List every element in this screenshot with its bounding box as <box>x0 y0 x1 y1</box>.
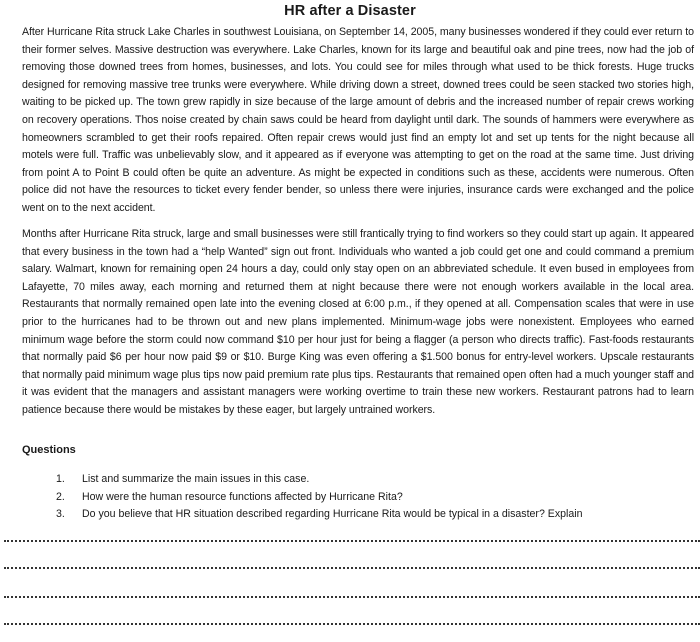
answer-line <box>4 567 700 569</box>
answer-line <box>4 596 700 598</box>
question-number: 3. <box>56 508 65 520</box>
question-number: 1. <box>56 473 65 485</box>
question-text: Do you believe that HR situation described regarding Hurricane Rita would be typical in a disaster? Explain <box>82 508 583 520</box>
question-text: How were the human resource functions affected by Hurricane Rita? <box>82 490 403 503</box>
case-paragraph-2: Months after Hurricane Rita struck, large and small businesses were still frantically trying to find workers so they could start up again. It appeared that every business in the town had a “help Wanted” sign out front. Individuals who wanted a job could get one and could command a premium salary. Walmart, known for remaining open 24 hours a day, could only stay open on an abbreviated schedule. It even bused in employees from Lafayette, 70 miles away, each morning and returned them at night because there were not enough workers available in the local area. Restaurants that normally remained open late into the evening closed at 6:00 p.m., if they opened at all. Compensation scales that were in use prior to the hurricanes had to be thrown out and new plans implemented. Minimum-wage jobs were nonexistent. Employees who earned minimum wage before the storm could now command $10 per hour just for being a flagger (a person who directs traffic). Fast-foods restaurants that normally paid $6 per hour now paid $9 or $10. Burge King was even offering a $1.500 bonus for entry-level workers. Upscale restaurants that normally paid minimum wage plus tips now paid premium rate plus tips. Restaurants that remained open often had a much younger staff and it was evident that the managers and assistant managers were working overtime to train these new workers. Restaurant patrons had to learn patience because there would be mistakes by these eager, but largely untrained workers. <box>22 228 694 416</box>
question-number: 2. <box>56 490 65 503</box>
question-text: List and summarize the main issues in this case. <box>82 473 310 485</box>
case-paragraph-1: After Hurricane Rita struck Lake Charles in southwest Louisiana, on September 14, 2005, many businesses wondered if they could ever return to their former selves. Massive destruction was everywhere. Lake Charles, known for its large and beautiful oak and pine trees, now had the job of removing those downed trees from homes, businesses, and lots. You could see for miles through what used to be thick forests. Huge trucks designed for removing massive tree trunks were everywhere. While driving down a street, downed trees could be seen stacked two stories high, waiting to be picked up. The town grew rapidly in size because of the large amount of debris and the increased number of repair crews working on recovery operations. Thos noise created by chain saws could be heard from daylight until dark. The sounds of hammers were everywhere as homeowners scrambled to get their roofs repaired. Often repair crews would just find an empty lot and set up tents for the night because all motels were full. Traffic was unbelievably slow, and it appeared as if everyone was attempting to get on the road at the same time. Just driving from point A to Point B could often be quite an adventure. As might be expected in conditions such as these, accidents were numerous. Often police did not have the resources to ticket every fender bender, so unless there were injuries, insurance cards were exchanged and the police went on to the next accident. <box>22 26 694 214</box>
question-item <box>56 471 583 489</box>
question-item <box>56 489 583 507</box>
questions-heading: Questions <box>22 444 76 456</box>
answer-line <box>4 540 700 542</box>
answer-line <box>4 623 700 625</box>
question-item <box>56 506 583 524</box>
questions-list <box>56 471 583 524</box>
page-title: HR after a Disaster <box>284 3 416 19</box>
